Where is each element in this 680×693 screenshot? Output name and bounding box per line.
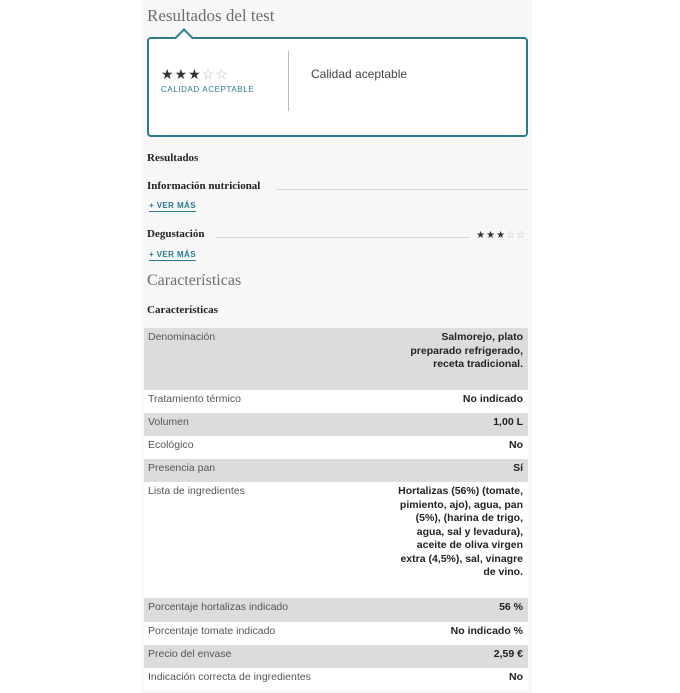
star-filled-icon: ★ xyxy=(188,66,202,82)
row-value: 2,59 € xyxy=(493,648,523,660)
row-label: Porcentaje hortalizas indicado xyxy=(148,601,289,613)
characteristics-title: Características xyxy=(147,272,242,289)
row-value: No indicado % xyxy=(450,625,523,637)
table-row xyxy=(144,622,528,645)
characteristics-subheading: Características xyxy=(147,304,218,316)
row-value: Hortalizas (56%) (tomate, pimiento, ajo), agua, pan (5%), (harina de trigo, agua, sal y levadura), aceite de oliva virgen extra (4,5%), sal, vinagre de vino. xyxy=(398,485,523,578)
row-label: Lista de ingredientes xyxy=(148,485,245,497)
characteristics-table xyxy=(144,328,528,691)
quality-text: Calidad aceptable xyxy=(311,67,408,81)
row-label: Precio del envase xyxy=(148,648,232,660)
card-divider xyxy=(288,51,289,111)
test-result-card xyxy=(147,37,528,137)
row-value: No indicado xyxy=(462,393,523,405)
rating-label: CALIDAD ACEPTABLE xyxy=(161,85,255,94)
nutrition-divider xyxy=(276,189,528,190)
table-row xyxy=(144,482,528,598)
table-row xyxy=(144,459,528,482)
row-value: No xyxy=(509,439,523,451)
row-label: Presencia pan xyxy=(148,462,216,474)
row-label: Ecológico xyxy=(148,439,194,451)
table-row xyxy=(144,436,528,459)
table-row xyxy=(144,390,528,413)
star-empty-icon: ☆ xyxy=(506,230,517,241)
table-row xyxy=(144,645,528,668)
table-row xyxy=(144,328,528,390)
star-filled-icon: ★ xyxy=(496,230,507,241)
row-value: 1,00 L xyxy=(493,416,523,428)
row-label: Indicación correcta de ingredientes xyxy=(148,671,311,683)
star-empty-icon: ☆ xyxy=(201,66,216,82)
tasting-divider xyxy=(216,237,470,238)
tasting-rating-stars xyxy=(476,230,526,241)
test-results-title: Resultados del test xyxy=(147,6,275,25)
star-filled-icon: ★ xyxy=(174,66,189,82)
row-label: Volumen xyxy=(148,416,189,428)
rating-stars xyxy=(161,66,229,83)
tasting-ver-mas-link[interactable]: + VER MÁS xyxy=(149,250,196,259)
row-label: Denominación xyxy=(148,331,216,343)
star-empty-icon: ☆ xyxy=(516,230,526,241)
table-row xyxy=(144,598,528,622)
star-filled-icon: ★ xyxy=(486,230,497,241)
row-value: Sí xyxy=(513,462,523,474)
row-value: No xyxy=(509,671,523,683)
row-value: Salmorejo, plato preparado refrigerado, receta tradicional. xyxy=(410,331,523,370)
star-filled-icon: ★ xyxy=(161,66,175,82)
table-row xyxy=(144,668,528,691)
results-heading: Resultados xyxy=(147,152,199,164)
star-empty-icon: ☆ xyxy=(215,66,229,82)
nutrition-ver-mas-link[interactable]: + VER MÁS xyxy=(149,201,196,210)
star-filled-icon: ★ xyxy=(476,230,487,241)
tasting-heading: Degustación xyxy=(147,228,205,240)
table-row xyxy=(144,413,528,436)
row-label: Tratamiento térmico xyxy=(148,393,241,405)
row-value: 56 % xyxy=(499,601,523,613)
nutrition-info-heading: Información nutricional xyxy=(147,180,261,192)
row-label: Porcentaje tomate indicado xyxy=(148,625,276,637)
